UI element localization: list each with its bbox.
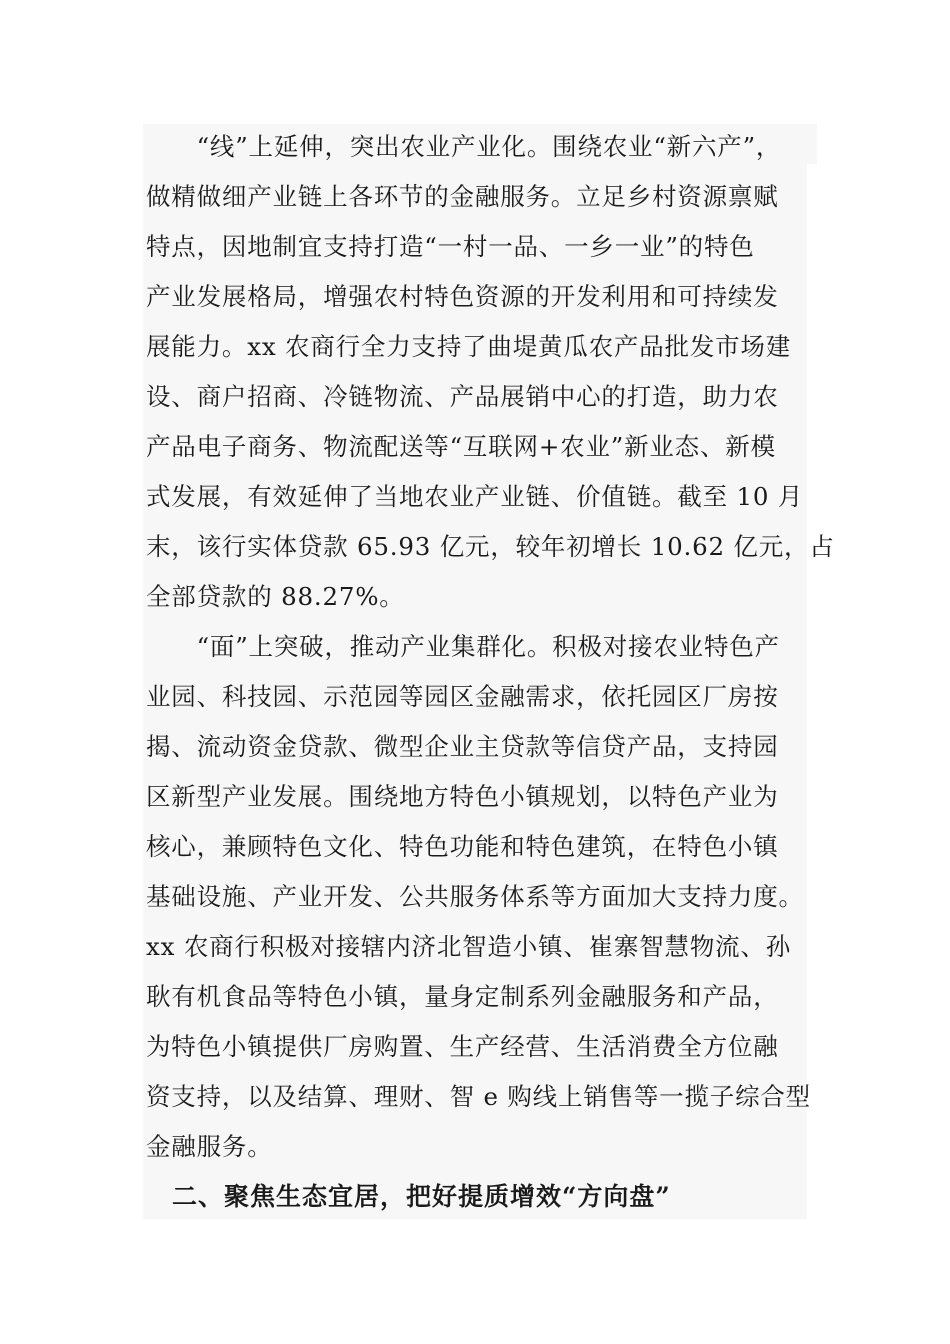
paragraph-line: 耿有机食品等特色小镇，量身定制系列金融服务和产品， [146,982,779,1011]
paragraph-line: 为特色小镇提供厂房购置、生产经营、生活消费全方位融 [146,1032,779,1061]
paragraph-line: 核心，兼顾特色文化、特色功能和特色建筑，在特色小镇 [146,832,779,861]
section-heading: 二、聚焦生态宜居，把好提质增效“方向盘” [146,1182,671,1211]
paragraph-line: 式发展，有效延伸了当地农业产业链、价值链。截至 10 月 [146,482,804,511]
paragraph-line: 做精做细产业链上各环节的金融服务。立足乡村资源禀赋 [146,182,779,211]
paragraph-line: 产品电子商务、物流配送等“互联网+农业”新业态、新模 [146,432,776,461]
paragraph-line: 全部贷款的 88.27%。 [146,582,405,611]
paragraph-line: 资支持，以及结算、理财、智 e 购线上销售等一揽子综合型 [146,1082,811,1111]
paragraph-line: 产业发展格局，增强农村特色资源的开发利用和可持续发 [146,282,779,311]
paragraph-line: 区新型产业发展。围绕地方特色小镇规划，以特色产业为 [146,782,779,811]
paragraph-line: 业园、科技园、示范园等园区金融需求，依托园区厂房按 [146,682,779,711]
paragraph-line: 揭、流动资金贷款、微型企业主贷款等信贷产品，支持园 [146,732,779,761]
paragraph-line: xx 农商行积极对接辖内济北智造小镇、崔寨智慧物流、孙 [146,932,792,961]
paragraph-line: “面”上突破，推动产业集群化。积极对接农业特色产 [146,632,780,661]
text-background-tab [807,124,817,164]
paragraph-line: 特点，因地制宜支持打造“一村一品、一乡一业”的特色 [146,232,755,261]
paragraph-line: 末，该行实体贷款 65.93 亿元，较年初增长 10.62 亿元，占 [146,532,835,561]
paragraph-line: 展能力。xx 农商行全力支持了曲堤黄瓜农产品批发市场建 [146,332,792,361]
paragraph-line: “线”上延伸，突出农业产业化。围绕农业“新六产”， [146,132,782,161]
paragraph-line: 设、商户招商、冷链物流、产品展销中心的打造，助力农 [146,382,779,411]
paragraph-line: 金融服务。 [146,1132,273,1161]
paragraph-line: 基础设施、产业开发、公共服务体系等方面加大支持力度。 [146,882,804,911]
